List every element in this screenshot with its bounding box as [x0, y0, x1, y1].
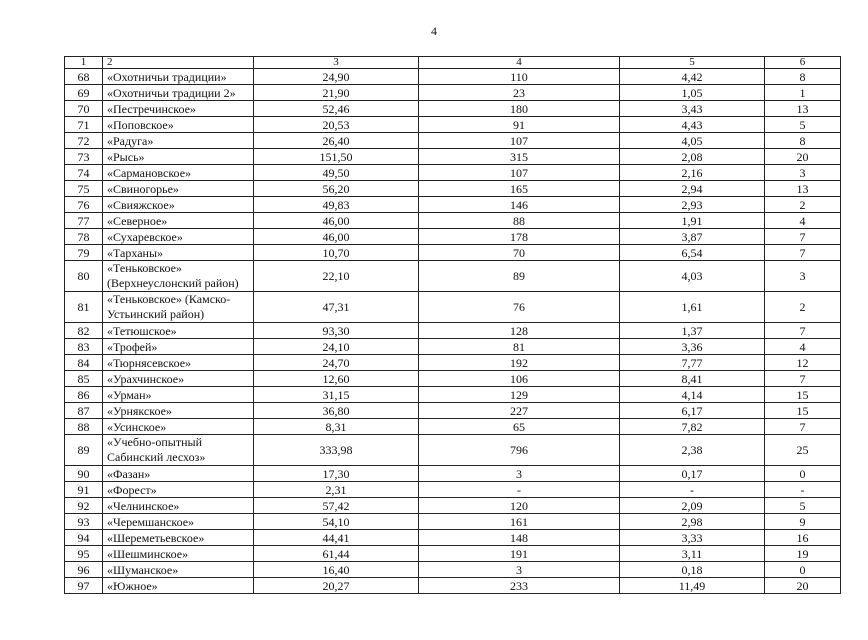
cell-col-name: «Свияжское» — [103, 197, 254, 213]
cell-col-name: «Усинское» — [103, 419, 254, 435]
cell-col-name: «Северное» — [103, 213, 254, 229]
cell-col-density: 1,61 — [620, 292, 765, 323]
cell-col-area: 52,46 — [254, 101, 419, 117]
cell-col-quota: 1 — [765, 85, 841, 101]
cell-col-name: «Урман» — [103, 387, 254, 403]
cell-col-quota: 8 — [765, 69, 841, 85]
table-row — [65, 355, 841, 371]
cell-col-number: 77 — [65, 213, 103, 229]
table-row — [65, 197, 841, 213]
cell-col-quota: - — [765, 482, 841, 498]
cell-col-density: 7,77 — [620, 355, 765, 371]
header-col-area: 3 — [254, 57, 419, 69]
cell-col-area: 12,60 — [254, 371, 419, 387]
table-row — [65, 339, 841, 355]
cell-col-count: 91 — [419, 117, 620, 133]
cell-col-area: 49,83 — [254, 197, 419, 213]
header-col-number: 1 — [65, 57, 103, 69]
cell-col-area: 61,44 — [254, 546, 419, 562]
cell-col-name: «Урахчинское» — [103, 371, 254, 387]
cell-col-number: 83 — [65, 339, 103, 355]
cell-col-number: 68 — [65, 69, 103, 85]
cell-col-count: 165 — [419, 181, 620, 197]
cell-col-density: 2,09 — [620, 498, 765, 514]
cell-col-density: 1,37 — [620, 323, 765, 339]
cell-col-count: - — [419, 482, 620, 498]
table-row — [65, 181, 841, 197]
cell-col-area: 24,70 — [254, 355, 419, 371]
cell-col-count: 191 — [419, 546, 620, 562]
table-row — [65, 498, 841, 514]
cell-col-count: 70 — [419, 245, 620, 261]
table-row — [65, 419, 841, 435]
cell-col-number: 80 — [65, 261, 103, 292]
cell-col-density: 7,82 — [620, 419, 765, 435]
cell-col-area: 26,40 — [254, 133, 419, 149]
cell-col-name: «Форест» — [103, 482, 254, 498]
cell-col-name: «Тюрнясевское» — [103, 355, 254, 371]
cell-col-number: 92 — [65, 498, 103, 514]
cell-col-quota: 7 — [765, 229, 841, 245]
cell-col-quota: 7 — [765, 323, 841, 339]
table-row — [65, 514, 841, 530]
cell-col-quota: 25 — [765, 435, 841, 466]
table-row — [65, 133, 841, 149]
cell-col-area: 36,80 — [254, 403, 419, 419]
cell-col-density: 4,43 — [620, 117, 765, 133]
cell-col-density: 1,05 — [620, 85, 765, 101]
cell-col-density: 3,11 — [620, 546, 765, 562]
table-header — [65, 57, 841, 69]
cell-col-count: 23 — [419, 85, 620, 101]
cell-col-quota: 20 — [765, 149, 841, 165]
cell-col-count: 76 — [419, 292, 620, 323]
cell-col-area: 46,00 — [254, 213, 419, 229]
cell-col-count: 106 — [419, 371, 620, 387]
cell-col-count: 192 — [419, 355, 620, 371]
data-table — [64, 56, 841, 594]
cell-col-quota: 16 — [765, 530, 841, 546]
cell-col-density: 11,49 — [620, 578, 765, 594]
table-row — [65, 546, 841, 562]
cell-col-density: 4,05 — [620, 133, 765, 149]
cell-col-area: 20,27 — [254, 578, 419, 594]
cell-col-area: 151,50 — [254, 149, 419, 165]
header-col-quota: 6 — [765, 57, 841, 69]
cell-col-name: «Рысь» — [103, 149, 254, 165]
cell-col-density: 6,17 — [620, 403, 765, 419]
cell-col-name: «Урнякское» — [103, 403, 254, 419]
cell-col-quota: 8 — [765, 133, 841, 149]
table-row — [65, 466, 841, 482]
cell-col-number: 70 — [65, 101, 103, 117]
table-row — [65, 435, 841, 466]
table-row — [65, 69, 841, 85]
cell-col-count: 227 — [419, 403, 620, 419]
cell-col-density: 0,17 — [620, 466, 765, 482]
cell-col-area: 2,31 — [254, 482, 419, 498]
cell-col-count: 3 — [419, 562, 620, 578]
table-row — [65, 482, 841, 498]
table-row — [65, 261, 841, 292]
cell-col-count: 110 — [419, 69, 620, 85]
cell-col-area: 16,40 — [254, 562, 419, 578]
table-row — [65, 387, 841, 403]
cell-col-number: 81 — [65, 292, 103, 323]
cell-col-density: 2,93 — [620, 197, 765, 213]
cell-col-name: «Тетюшское» — [103, 323, 254, 339]
cell-col-name: «Шешминское» — [103, 546, 254, 562]
cell-col-number: 69 — [65, 85, 103, 101]
cell-col-number: 88 — [65, 419, 103, 435]
table-row — [65, 117, 841, 133]
cell-col-quota: 9 — [765, 514, 841, 530]
cell-col-area: 17,30 — [254, 466, 419, 482]
cell-col-quota: 0 — [765, 562, 841, 578]
table-row — [65, 213, 841, 229]
cell-col-quota: 13 — [765, 181, 841, 197]
cell-col-count: 148 — [419, 530, 620, 546]
cell-col-name: «Трофей» — [103, 339, 254, 355]
cell-col-quota: 3 — [765, 261, 841, 292]
header-col-density: 5 — [620, 57, 765, 69]
table-row — [65, 562, 841, 578]
cell-col-number: 87 — [65, 403, 103, 419]
table-row — [65, 530, 841, 546]
cell-col-area: 44,41 — [254, 530, 419, 546]
cell-col-quota: 2 — [765, 197, 841, 213]
cell-col-count: 129 — [419, 387, 620, 403]
table-row — [65, 101, 841, 117]
cell-col-number: 91 — [65, 482, 103, 498]
cell-col-density: 4,14 — [620, 387, 765, 403]
cell-col-quota: 4 — [765, 339, 841, 355]
cell-col-name: «Охотничьи традиции» — [103, 69, 254, 85]
cell-col-number: 96 — [65, 562, 103, 578]
cell-col-area: 46,00 — [254, 229, 419, 245]
cell-col-quota: 13 — [765, 101, 841, 117]
cell-col-number: 85 — [65, 371, 103, 387]
cell-col-name: «Учебно-опытный Сабинский лесхоз» — [103, 435, 254, 466]
cell-col-count: 128 — [419, 323, 620, 339]
cell-col-density: 2,08 — [620, 149, 765, 165]
cell-col-density: 3,43 — [620, 101, 765, 117]
cell-col-number: 72 — [65, 133, 103, 149]
cell-col-quota: 20 — [765, 578, 841, 594]
cell-col-quota: 7 — [765, 371, 841, 387]
cell-col-density: 3,36 — [620, 339, 765, 355]
cell-col-area: 31,15 — [254, 387, 419, 403]
cell-col-name: «Шереметьевское» — [103, 530, 254, 546]
table-row — [65, 229, 841, 245]
cell-col-count: 107 — [419, 133, 620, 149]
cell-col-name: «Теньковское» (Камско-Устьинский район) — [103, 292, 254, 323]
cell-col-count: 796 — [419, 435, 620, 466]
cell-col-name: «Свиногорье» — [103, 181, 254, 197]
cell-col-density: 0,18 — [620, 562, 765, 578]
cell-col-number: 84 — [65, 355, 103, 371]
table-row — [65, 371, 841, 387]
cell-col-area: 47,31 — [254, 292, 419, 323]
cell-col-name: «Фазан» — [103, 466, 254, 482]
table-row — [65, 323, 841, 339]
cell-col-count: 178 — [419, 229, 620, 245]
cell-col-count: 88 — [419, 213, 620, 229]
cell-col-density: 2,16 — [620, 165, 765, 181]
cell-col-density: 2,98 — [620, 514, 765, 530]
cell-col-count: 315 — [419, 149, 620, 165]
cell-col-count: 120 — [419, 498, 620, 514]
table-row — [65, 245, 841, 261]
cell-col-count: 65 — [419, 419, 620, 435]
cell-col-name: «Челнинское» — [103, 498, 254, 514]
header-col-count: 4 — [419, 57, 620, 69]
cell-col-density: 4,42 — [620, 69, 765, 85]
cell-col-area: 56,20 — [254, 181, 419, 197]
cell-col-name: «Шуманское» — [103, 562, 254, 578]
cell-col-density: 2,94 — [620, 181, 765, 197]
cell-col-count: 81 — [419, 339, 620, 355]
cell-col-number: 74 — [65, 165, 103, 181]
cell-col-area: 57,42 — [254, 498, 419, 514]
page-number: 4 — [431, 24, 437, 38]
cell-col-density: 3,33 — [620, 530, 765, 546]
cell-col-density: 2,38 — [620, 435, 765, 466]
cell-col-area: 24,90 — [254, 69, 419, 85]
cell-col-area: 10,70 — [254, 245, 419, 261]
cell-col-number: 75 — [65, 181, 103, 197]
cell-col-count: 233 — [419, 578, 620, 594]
cell-col-density: 4,03 — [620, 261, 765, 292]
cell-col-name: «Радуга» — [103, 133, 254, 149]
cell-col-area: 93,30 — [254, 323, 419, 339]
cell-col-quota: 2 — [765, 292, 841, 323]
cell-col-count: 146 — [419, 197, 620, 213]
cell-col-quota: 12 — [765, 355, 841, 371]
table-row — [65, 85, 841, 101]
cell-col-number: 71 — [65, 117, 103, 133]
cell-col-count: 3 — [419, 466, 620, 482]
table-row — [65, 403, 841, 419]
cell-col-area: 54,10 — [254, 514, 419, 530]
cell-col-number: 79 — [65, 245, 103, 261]
cell-col-quota: 7 — [765, 419, 841, 435]
cell-col-area: 21,90 — [254, 85, 419, 101]
cell-col-density: 3,87 — [620, 229, 765, 245]
table-row — [65, 292, 841, 323]
cell-col-quota: 15 — [765, 387, 841, 403]
cell-col-number: 95 — [65, 546, 103, 562]
cell-col-number: 97 — [65, 578, 103, 594]
cell-col-density: 8,41 — [620, 371, 765, 387]
cell-col-number: 86 — [65, 387, 103, 403]
cell-col-quota: 4 — [765, 213, 841, 229]
cell-col-count: 89 — [419, 261, 620, 292]
cell-col-area: 20,53 — [254, 117, 419, 133]
cell-col-name: «Охотничьи традиции 2» — [103, 85, 254, 101]
table-row — [65, 578, 841, 594]
cell-col-name: «Южное» — [103, 578, 254, 594]
cell-col-number: 93 — [65, 514, 103, 530]
table-body — [65, 69, 841, 594]
cell-col-number: 76 — [65, 197, 103, 213]
cell-col-name: «Сухаревское» — [103, 229, 254, 245]
cell-col-count: 107 — [419, 165, 620, 181]
cell-col-density: 1,91 — [620, 213, 765, 229]
cell-col-number: 78 — [65, 229, 103, 245]
header-col-name: 2 — [103, 57, 254, 69]
header-row — [65, 57, 841, 69]
table-row — [65, 149, 841, 165]
cell-col-quota: 5 — [765, 117, 841, 133]
cell-col-name: «Тарханы» — [103, 245, 254, 261]
cell-col-name: «Поповское» — [103, 117, 254, 133]
cell-col-name: «Черемшанское» — [103, 514, 254, 530]
cell-col-quota: 7 — [765, 245, 841, 261]
cell-col-number: 73 — [65, 149, 103, 165]
cell-col-area: 49,50 — [254, 165, 419, 181]
cell-col-count: 180 — [419, 101, 620, 117]
cell-col-number: 89 — [65, 435, 103, 466]
cell-col-area: 333,98 — [254, 435, 419, 466]
cell-col-density: - — [620, 482, 765, 498]
cell-col-number: 94 — [65, 530, 103, 546]
cell-col-name: «Сармановское» — [103, 165, 254, 181]
cell-col-area: 24,10 — [254, 339, 419, 355]
cell-col-quota: 3 — [765, 165, 841, 181]
cell-col-quota: 5 — [765, 498, 841, 514]
cell-col-density: 6,54 — [620, 245, 765, 261]
cell-col-area: 8,31 — [254, 419, 419, 435]
cell-col-name: «Теньковское» (Верхнеуслонский район) — [103, 261, 254, 292]
cell-col-name: «Пестречинское» — [103, 101, 254, 117]
cell-col-number: 82 — [65, 323, 103, 339]
cell-col-count: 161 — [419, 514, 620, 530]
table-row — [65, 165, 841, 181]
cell-col-number: 90 — [65, 466, 103, 482]
cell-col-quota: 0 — [765, 466, 841, 482]
cell-col-quota: 15 — [765, 403, 841, 419]
cell-col-quota: 19 — [765, 546, 841, 562]
cell-col-area: 22,10 — [254, 261, 419, 292]
